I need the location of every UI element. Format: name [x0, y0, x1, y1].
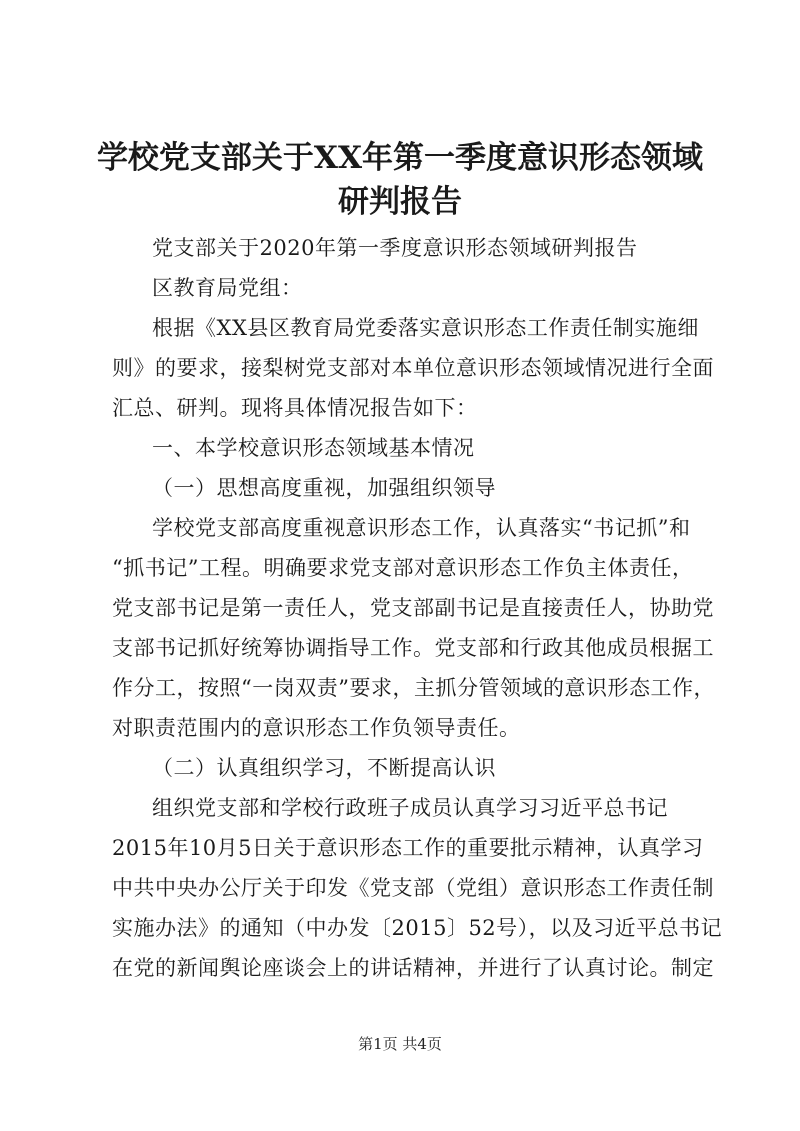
subsection-heading: （二）认真组织学习，不断提高认识 — [152, 756, 496, 780]
subtitle-line: 党支部关于2020年第一季度意识形态领域研判报告 — [152, 236, 638, 260]
body-line: 党支部书记是第一责任人，党支部副书记是直接责任人，协助党 — [112, 596, 714, 620]
body-line: 中共中央办公厅关于印发《党支部（党组）意识形态工作责任制 — [112, 876, 714, 900]
body-line: “抓书记”工程。明确要求党支部对意识形态工作负主体责任， — [112, 556, 694, 580]
body-line: 作分工，按照“一岗双责”要求，主抓分管领域的意识形态工作， — [112, 676, 715, 700]
body-line: 对职责范围内的意识形态工作负领导责任。 — [112, 716, 521, 740]
section-heading: 一、本学校意识形态领域基本情况 — [152, 436, 475, 460]
body-line: 则》的要求，接梨树党支部对本单位意识形态领域情况进行全面 — [112, 356, 714, 380]
body-line: 在党的新闻舆论座谈会上的讲话精神，并进行了认真讨论。制定 — [112, 956, 714, 980]
page-number-footer: 第1页 共4页 — [358, 1035, 442, 1053]
body-line: 汇总、研判。现将具体情况报告如下： — [112, 396, 478, 420]
body-line: 实施办法》的通知（中办发〔2015〕52号），以及习近平总书记 — [112, 916, 723, 940]
body-line: 2015年10月5日关于意识形态工作的重要批示精神，认真学习 — [112, 836, 704, 860]
body-line: 学校党支部高度重视意识形态工作，认真落实“书记抓”和 — [152, 516, 691, 540]
subsection-heading: （一）思想高度重视，加强组织领导 — [152, 476, 496, 500]
salutation: 区教育局党组： — [152, 276, 303, 300]
document-title-line-1: 学校党支部关于XX年第一季度意识形态领域 — [96, 140, 704, 176]
document-title-line-2: 研判报告 — [338, 184, 462, 220]
body-line: 组织党支部和学校行政班子成员认真学习习近平总书记 — [152, 796, 668, 820]
body-line: 支部书记抓好统筹协调指导工作。党支部和行政其他成员根据工 — [112, 636, 714, 660]
body-line: 根据《XX县区教育局党委落实意识形态工作责任制实施细 — [152, 316, 699, 340]
